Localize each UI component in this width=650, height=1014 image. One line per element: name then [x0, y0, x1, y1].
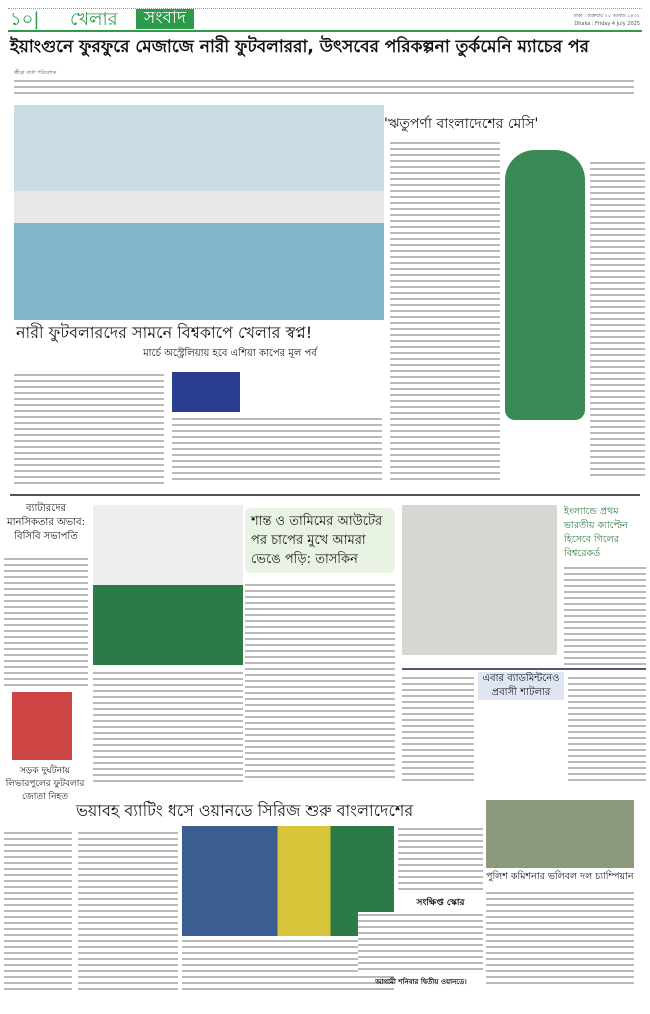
lead-headline: ইয়াংগুনে ফুরফুরে মেজাজে নারী ফুটবলাররা, উৎসবের পরিকল্পনা তুর্কমেনি ম্যাচের পর — [10, 37, 589, 57]
story9-footer: আগামী শনিবার দ্বিতীয় ওয়ানডে। — [375, 978, 467, 986]
taskin-photo — [93, 505, 243, 665]
story3-body — [390, 140, 500, 480]
story9-body — [78, 830, 178, 990]
story4-body — [4, 556, 88, 686]
lead-body — [14, 78, 634, 98]
story8-body — [4, 830, 72, 990]
women-football-team-photo — [14, 105, 384, 320]
date-bn: ঢাকা : শুক্রবার ২০ আষাঢ় ১৪৩২ — [573, 13, 640, 19]
story2-body — [172, 416, 382, 484]
divider — [10, 494, 640, 496]
story6-headline: ইংল্যান্ডে প্রথম ভারতীয় ক্যাপ্টেন হিসেবে গিলের বিশ্বরেকর্ড — [564, 506, 628, 559]
section-name: খেলার — [70, 9, 118, 30]
story7-body — [568, 675, 646, 785]
divider — [402, 668, 646, 670]
asian-cup-logo — [172, 372, 240, 412]
masthead — [8, 8, 642, 32]
story5-body — [245, 582, 395, 782]
ritu-porna-photo — [505, 150, 585, 420]
story5-headline: শান্ত ও তামিমের আউটের পর চাপের মুখে আমরা ভেঙে পড়ি: তাসকিন — [245, 508, 395, 573]
story10-headline: পুলিশ কমিশনার ভলিবল দল চ্যাম্পিয়ান — [486, 871, 634, 882]
story9-body — [398, 826, 483, 894]
page-number: ১০| — [10, 9, 40, 30]
story9-headline: ভয়াবহ ব্যাটিং ধসে ওয়ানডে সিরিজ শুরু বাংলাদেশের — [76, 801, 414, 820]
story2-body — [14, 372, 164, 484]
story5-body — [93, 670, 243, 782]
story6-body — [564, 565, 646, 665]
byline: ক্রীড়া বার্তা পরিবেশক — [14, 70, 57, 76]
section-name-box: সংবাদ — [136, 9, 194, 29]
story2-subheadline: মার্চে অস্ট্রেলিয়ায় হবে এশিয়া কাপের মূল পর্ব — [143, 348, 317, 359]
scorecard-title: সংক্ষিপ্ত স্কোর — [416, 898, 465, 908]
story3-body — [590, 160, 645, 480]
story4-headline: ব্যাটারদের মানসিকতার অভাব: বিসিবি সভাপতি — [7, 503, 85, 542]
gill-photo — [402, 505, 557, 655]
volleyball-team-photo — [486, 800, 634, 868]
story7-body — [402, 675, 474, 785]
date-en: Dhaka : Friday 4 July 2025 — [574, 21, 640, 27]
scorecard-body — [358, 912, 483, 972]
story2-headline: নারী ফুটবলারদের সামনে বিশ্বকাপে খেলার স্বপ্ন! — [16, 323, 313, 342]
story7-headline: এবার ব্যাডমিন্টনেও প্রবাসী শাটলার — [478, 672, 564, 700]
story8-headline: সড়ক দুর্ঘটনায় লিভারপুলের ফুটবলার জোতা নিহত — [5, 766, 85, 802]
jota-photo — [12, 692, 72, 760]
story10-body — [486, 890, 634, 988]
story3-headline: 'ঋতুপর্ণা বাংলাদেশের মেসি' — [384, 116, 539, 132]
